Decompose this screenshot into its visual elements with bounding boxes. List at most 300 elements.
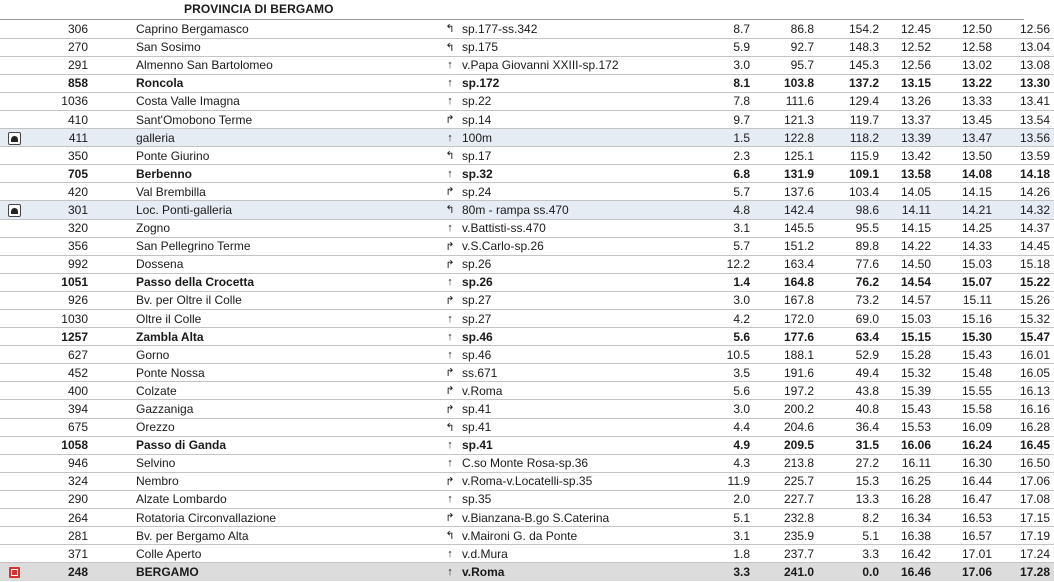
icon-cell [0, 545, 28, 563]
icon-cell [0, 20, 28, 38]
altitude-cell: 410 [28, 110, 88, 128]
time-slow-cell: 13.41 [992, 92, 1054, 110]
progressive-km-cell: 142.4 [750, 201, 814, 219]
time-fast-cell: 16.25 [879, 472, 931, 490]
time-medium-cell: 16.09 [931, 418, 992, 436]
direction-icon: ↱ [442, 472, 458, 490]
time-slow-cell: 15.18 [992, 255, 1054, 273]
table-row [0, 563, 1054, 581]
time-fast-cell: 16.34 [879, 509, 931, 527]
table-row [0, 129, 1054, 147]
time-medium-cell: 16.30 [931, 454, 992, 472]
icon-cell [0, 400, 28, 418]
time-fast-cell: 13.26 [879, 92, 931, 110]
location-cell: Val Brembilla [88, 183, 442, 201]
time-medium-cell: 13.45 [931, 110, 992, 128]
location-cell: Bv. per Oltre il Colle [88, 291, 442, 309]
time-slow-cell: 16.45 [992, 436, 1054, 454]
road-cell: sp.46 [458, 328, 702, 346]
icon-cell [0, 436, 28, 454]
altitude-cell: 926 [28, 291, 88, 309]
section-header [0, 0, 1024, 20]
road-cell: sp.14 [458, 110, 702, 128]
altitude-cell: 411 [28, 129, 88, 147]
time-medium-cell: 13.50 [931, 147, 992, 165]
direction-icon: ↱ [442, 110, 458, 128]
icon-cell [0, 255, 28, 273]
remaining-km-cell: 36.4 [814, 418, 879, 436]
road-cell: v.Roma [458, 382, 702, 400]
road-cell: sp.26 [458, 273, 702, 291]
progressive-km-cell: 121.3 [750, 110, 814, 128]
altitude-cell: 324 [28, 472, 88, 490]
remaining-km-cell: 5.1 [814, 527, 879, 545]
table-row [0, 273, 1054, 291]
time-fast-cell: 13.39 [879, 129, 931, 147]
direction-icon: ↑ [442, 165, 458, 183]
altitude-cell: 320 [28, 219, 88, 237]
location-cell: Passo di Ganda [88, 436, 442, 454]
progressive-km-cell: 86.8 [750, 20, 814, 38]
progressive-km-cell: 103.8 [750, 74, 814, 92]
road-cell: v.Roma-v.Locatelli-sp.35 [458, 472, 702, 490]
direction-icon: ↑ [442, 310, 458, 328]
icon-cell [0, 56, 28, 74]
segment-km-cell: 5.7 [702, 183, 750, 201]
icon-cell [0, 454, 28, 472]
altitude-cell: 290 [28, 490, 88, 508]
location-cell: Bv. per Bergamo Alta [88, 527, 442, 545]
table-row [0, 472, 1054, 490]
icon-cell [0, 74, 28, 92]
road-cell: v.Bianzana-B.go S.Caterina [458, 509, 702, 527]
time-fast-cell: 13.15 [879, 74, 931, 92]
segment-km-cell: 3.1 [702, 527, 750, 545]
road-cell: sp.17 [458, 147, 702, 165]
time-fast-cell: 12.52 [879, 38, 931, 56]
time-medium-cell: 17.06 [931, 563, 992, 581]
progressive-km-cell: 125.1 [750, 147, 814, 165]
time-slow-cell: 16.50 [992, 454, 1054, 472]
remaining-km-cell: 69.0 [814, 310, 879, 328]
remaining-km-cell: 27.2 [814, 454, 879, 472]
road-cell: sp.46 [458, 346, 702, 364]
altitude-cell: 394 [28, 400, 88, 418]
icon-cell [0, 92, 28, 110]
time-fast-cell: 14.57 [879, 291, 931, 309]
location-cell: Ponte Nossa [88, 364, 442, 382]
location-cell: galleria [88, 129, 442, 147]
progressive-km-cell: 95.7 [750, 56, 814, 74]
itinerary-table [0, 20, 1054, 581]
altitude-cell: 992 [28, 255, 88, 273]
time-slow-cell: 15.47 [992, 328, 1054, 346]
time-medium-cell: 14.21 [931, 201, 992, 219]
direction-icon: ↑ [442, 74, 458, 92]
progressive-km-cell: 237.7 [750, 545, 814, 563]
location-cell: Caprino Bergamasco [88, 20, 442, 38]
progressive-km-cell: 235.9 [750, 527, 814, 545]
direction-icon: ↱ [442, 509, 458, 527]
itinerary-rows [0, 20, 1054, 581]
time-medium-cell: 13.22 [931, 74, 992, 92]
direction-icon: ↱ [442, 400, 458, 418]
table-row [0, 38, 1054, 56]
segment-km-cell: 1.8 [702, 545, 750, 563]
location-cell: Zambla Alta [88, 328, 442, 346]
remaining-km-cell: 77.6 [814, 255, 879, 273]
direction-icon: ↑ [442, 219, 458, 237]
location-cell: Nembro [88, 472, 442, 490]
icon-cell [0, 472, 28, 490]
segment-km-cell: 3.0 [702, 400, 750, 418]
segment-km-cell: 5.6 [702, 382, 750, 400]
time-fast-cell: 13.42 [879, 147, 931, 165]
time-medium-cell: 15.03 [931, 255, 992, 273]
altitude-cell: 452 [28, 364, 88, 382]
direction-icon: ↱ [442, 183, 458, 201]
remaining-km-cell: 49.4 [814, 364, 879, 382]
table-row [0, 237, 1054, 255]
direction-icon: ↑ [442, 129, 458, 147]
location-cell: San Pellegrino Terme [88, 237, 442, 255]
time-slow-cell: 17.24 [992, 545, 1054, 563]
progressive-km-cell: 191.6 [750, 364, 814, 382]
altitude-cell: 350 [28, 147, 88, 165]
table-row [0, 56, 1054, 74]
road-cell: sp.27 [458, 291, 702, 309]
time-fast-cell: 16.42 [879, 545, 931, 563]
segment-km-cell: 5.7 [702, 237, 750, 255]
time-medium-cell: 14.25 [931, 219, 992, 237]
remaining-km-cell: 43.8 [814, 382, 879, 400]
table-row [0, 310, 1054, 328]
time-fast-cell: 15.53 [879, 418, 931, 436]
remaining-km-cell: 109.1 [814, 165, 879, 183]
segment-km-cell: 3.3 [702, 563, 750, 581]
time-medium-cell: 15.58 [931, 400, 992, 418]
time-fast-cell: 14.50 [879, 255, 931, 273]
table-row [0, 382, 1054, 400]
segment-km-cell: 5.9 [702, 38, 750, 56]
segment-km-cell: 4.2 [702, 310, 750, 328]
altitude-cell: 1036 [28, 92, 88, 110]
segment-km-cell: 4.3 [702, 454, 750, 472]
table-row [0, 509, 1054, 527]
location-cell: Colle Aperto [88, 545, 442, 563]
segment-km-cell: 1.4 [702, 273, 750, 291]
segment-km-cell: 4.4 [702, 418, 750, 436]
road-cell: sp.26 [458, 255, 702, 273]
segment-km-cell: 1.5 [702, 129, 750, 147]
progressive-km-cell: 197.2 [750, 382, 814, 400]
time-medium-cell: 16.44 [931, 472, 992, 490]
remaining-km-cell: 52.9 [814, 346, 879, 364]
icon-cell [0, 237, 28, 255]
location-cell: Orezzo [88, 418, 442, 436]
icon-cell [0, 382, 28, 400]
progressive-km-cell: 241.0 [750, 563, 814, 581]
city-icon [0, 563, 28, 581]
altitude-cell: 1051 [28, 273, 88, 291]
location-cell: Colzate [88, 382, 442, 400]
time-slow-cell: 17.15 [992, 509, 1054, 527]
table-row [0, 364, 1054, 382]
road-cell: sp.32 [458, 165, 702, 183]
remaining-km-cell: 31.5 [814, 436, 879, 454]
icon-cell [0, 509, 28, 527]
icon-cell [0, 110, 28, 128]
time-fast-cell: 14.54 [879, 273, 931, 291]
time-medium-cell: 14.15 [931, 183, 992, 201]
time-slow-cell: 16.01 [992, 346, 1054, 364]
table-row [0, 74, 1054, 92]
icon-cell [0, 310, 28, 328]
direction-icon: ↰ [442, 20, 458, 38]
time-medium-cell: 15.43 [931, 346, 992, 364]
direction-icon: ↑ [442, 273, 458, 291]
time-slow-cell: 13.08 [992, 56, 1054, 74]
table-row [0, 291, 1054, 309]
direction-icon: ↑ [442, 92, 458, 110]
remaining-km-cell: 103.4 [814, 183, 879, 201]
icon-cell [0, 364, 28, 382]
progressive-km-cell: 200.2 [750, 400, 814, 418]
remaining-km-cell: 137.2 [814, 74, 879, 92]
direction-icon: ↰ [442, 147, 458, 165]
altitude-cell: 858 [28, 74, 88, 92]
direction-icon: ↱ [442, 382, 458, 400]
time-medium-cell: 16.53 [931, 509, 992, 527]
remaining-km-cell: 118.2 [814, 129, 879, 147]
road-cell: v.Roma [458, 563, 702, 581]
table-row [0, 346, 1054, 364]
progressive-km-cell: 225.7 [750, 472, 814, 490]
remaining-km-cell: 73.2 [814, 291, 879, 309]
segment-km-cell: 9.7 [702, 110, 750, 128]
altitude-cell: 946 [28, 454, 88, 472]
location-cell: Gazzaniga [88, 400, 442, 418]
progressive-km-cell: 145.5 [750, 219, 814, 237]
time-slow-cell: 16.13 [992, 382, 1054, 400]
time-slow-cell: 15.22 [992, 273, 1054, 291]
remaining-km-cell: 63.4 [814, 328, 879, 346]
altitude-cell: 627 [28, 346, 88, 364]
location-cell: Alzate Lombardo [88, 490, 442, 508]
time-medium-cell: 15.48 [931, 364, 992, 382]
time-fast-cell: 12.56 [879, 56, 931, 74]
direction-icon: ↑ [442, 563, 458, 581]
table-row [0, 490, 1054, 508]
location-cell: Gorno [88, 346, 442, 364]
time-slow-cell: 13.56 [992, 129, 1054, 147]
progressive-km-cell: 177.6 [750, 328, 814, 346]
location-cell: Costa Valle Imagna [88, 92, 442, 110]
table-row [0, 255, 1054, 273]
altitude-cell: 675 [28, 418, 88, 436]
time-slow-cell: 13.54 [992, 110, 1054, 128]
segment-km-cell: 2.0 [702, 490, 750, 508]
remaining-km-cell: 40.8 [814, 400, 879, 418]
time-medium-cell: 17.01 [931, 545, 992, 563]
road-cell: 100m [458, 129, 702, 147]
time-medium-cell: 12.50 [931, 20, 992, 38]
location-cell: Almenno San Bartolomeo [88, 56, 442, 74]
location-cell: Rotatoria Circonvallazione [88, 509, 442, 527]
time-slow-cell: 12.56 [992, 20, 1054, 38]
table-row [0, 527, 1054, 545]
altitude-cell: 420 [28, 183, 88, 201]
icon-cell [0, 38, 28, 56]
time-fast-cell: 14.11 [879, 201, 931, 219]
icon-cell [0, 165, 28, 183]
altitude-cell: 281 [28, 527, 88, 545]
table-row [0, 20, 1054, 38]
remaining-km-cell: 119.7 [814, 110, 879, 128]
time-medium-cell: 14.33 [931, 237, 992, 255]
icon-cell [0, 273, 28, 291]
time-fast-cell: 15.43 [879, 400, 931, 418]
road-cell: sp.177-ss.342 [458, 20, 702, 38]
time-fast-cell: 16.38 [879, 527, 931, 545]
remaining-km-cell: 13.3 [814, 490, 879, 508]
road-cell: sp.27 [458, 310, 702, 328]
segment-km-cell: 3.0 [702, 56, 750, 74]
segment-km-cell: 8.1 [702, 74, 750, 92]
time-fast-cell: 15.15 [879, 328, 931, 346]
segment-km-cell: 4.9 [702, 436, 750, 454]
time-slow-cell: 14.26 [992, 183, 1054, 201]
time-fast-cell: 14.22 [879, 237, 931, 255]
road-cell: sp.24 [458, 183, 702, 201]
altitude-cell: 356 [28, 237, 88, 255]
direction-icon: ↱ [442, 291, 458, 309]
progressive-km-cell: 137.6 [750, 183, 814, 201]
progressive-km-cell: 122.8 [750, 129, 814, 147]
location-cell: Ponte Giurino [88, 147, 442, 165]
time-fast-cell: 16.28 [879, 490, 931, 508]
progressive-km-cell: 164.8 [750, 273, 814, 291]
segment-km-cell: 3.1 [702, 219, 750, 237]
segment-km-cell: 11.9 [702, 472, 750, 490]
table-row [0, 165, 1054, 183]
progressive-km-cell: 227.7 [750, 490, 814, 508]
segment-km-cell: 12.2 [702, 255, 750, 273]
altitude-cell: 705 [28, 165, 88, 183]
road-cell: C.so Monte Rosa-sp.36 [458, 454, 702, 472]
progressive-km-cell: 172.0 [750, 310, 814, 328]
direction-icon: ↑ [442, 346, 458, 364]
time-medium-cell: 13.47 [931, 129, 992, 147]
time-fast-cell: 15.28 [879, 346, 931, 364]
segment-km-cell: 3.0 [702, 291, 750, 309]
time-slow-cell: 17.28 [992, 563, 1054, 581]
progressive-km-cell: 209.5 [750, 436, 814, 454]
time-slow-cell: 17.19 [992, 527, 1054, 545]
progressive-km-cell: 204.6 [750, 418, 814, 436]
tunnel-icon [0, 201, 28, 219]
time-slow-cell: 16.16 [992, 400, 1054, 418]
direction-icon: ↑ [442, 56, 458, 74]
time-fast-cell: 16.06 [879, 436, 931, 454]
time-fast-cell: 13.37 [879, 110, 931, 128]
road-cell: v.Papa Giovanni XXIII-sp.172 [458, 56, 702, 74]
road-cell: sp.175 [458, 38, 702, 56]
location-cell: Loc. Ponti-galleria [88, 201, 442, 219]
time-slow-cell: 14.18 [992, 165, 1054, 183]
road-cell: ss.671 [458, 364, 702, 382]
time-medium-cell: 15.55 [931, 382, 992, 400]
icon-cell [0, 346, 28, 364]
table-row [0, 400, 1054, 418]
time-fast-cell: 16.46 [879, 563, 931, 581]
time-medium-cell: 15.07 [931, 273, 992, 291]
direction-icon: ↑ [442, 454, 458, 472]
direction-icon: ↑ [442, 328, 458, 346]
icon-cell [0, 527, 28, 545]
time-medium-cell: 16.47 [931, 490, 992, 508]
time-slow-cell: 14.45 [992, 237, 1054, 255]
road-cell: v.S.Carlo-sp.26 [458, 237, 702, 255]
location-cell: Passo della Crocetta [88, 273, 442, 291]
time-medium-cell: 14.08 [931, 165, 992, 183]
time-medium-cell: 15.30 [931, 328, 992, 346]
table-row [0, 92, 1054, 110]
segment-km-cell: 7.8 [702, 92, 750, 110]
segment-km-cell: 8.7 [702, 20, 750, 38]
altitude-cell: 306 [28, 20, 88, 38]
remaining-km-cell: 98.6 [814, 201, 879, 219]
progressive-km-cell: 167.8 [750, 291, 814, 309]
table-row [0, 183, 1054, 201]
road-cell: sp.41 [458, 436, 702, 454]
time-slow-cell: 16.05 [992, 364, 1054, 382]
segment-km-cell: 10.5 [702, 346, 750, 364]
direction-icon: ↰ [442, 38, 458, 56]
segment-km-cell: 5.1 [702, 509, 750, 527]
tunnel-icon [0, 129, 28, 147]
progressive-km-cell: 111.6 [750, 92, 814, 110]
time-fast-cell: 12.45 [879, 20, 931, 38]
altitude-cell: 248 [28, 563, 88, 581]
table-row [0, 454, 1054, 472]
altitude-cell: 264 [28, 509, 88, 527]
altitude-cell: 400 [28, 382, 88, 400]
location-cell: Roncola [88, 74, 442, 92]
remaining-km-cell: 8.2 [814, 509, 879, 527]
table-row [0, 328, 1054, 346]
altitude-cell: 1030 [28, 310, 88, 328]
icon-cell [0, 418, 28, 436]
altitude-cell: 371 [28, 545, 88, 563]
location-cell: San Sosimo [88, 38, 442, 56]
time-fast-cell: 16.11 [879, 454, 931, 472]
direction-icon: ↰ [442, 527, 458, 545]
remaining-km-cell: 95.5 [814, 219, 879, 237]
table-row [0, 418, 1054, 436]
altitude-cell: 270 [28, 38, 88, 56]
remaining-km-cell: 89.8 [814, 237, 879, 255]
remaining-km-cell: 145.3 [814, 56, 879, 74]
icon-cell [0, 328, 28, 346]
time-slow-cell: 17.08 [992, 490, 1054, 508]
direction-icon: ↑ [442, 545, 458, 563]
time-slow-cell: 15.26 [992, 291, 1054, 309]
time-fast-cell: 14.15 [879, 219, 931, 237]
icon-cell [0, 147, 28, 165]
road-cell: v.Battisti-ss.470 [458, 219, 702, 237]
road-cell: v.Maironi G. da Ponte [458, 527, 702, 545]
